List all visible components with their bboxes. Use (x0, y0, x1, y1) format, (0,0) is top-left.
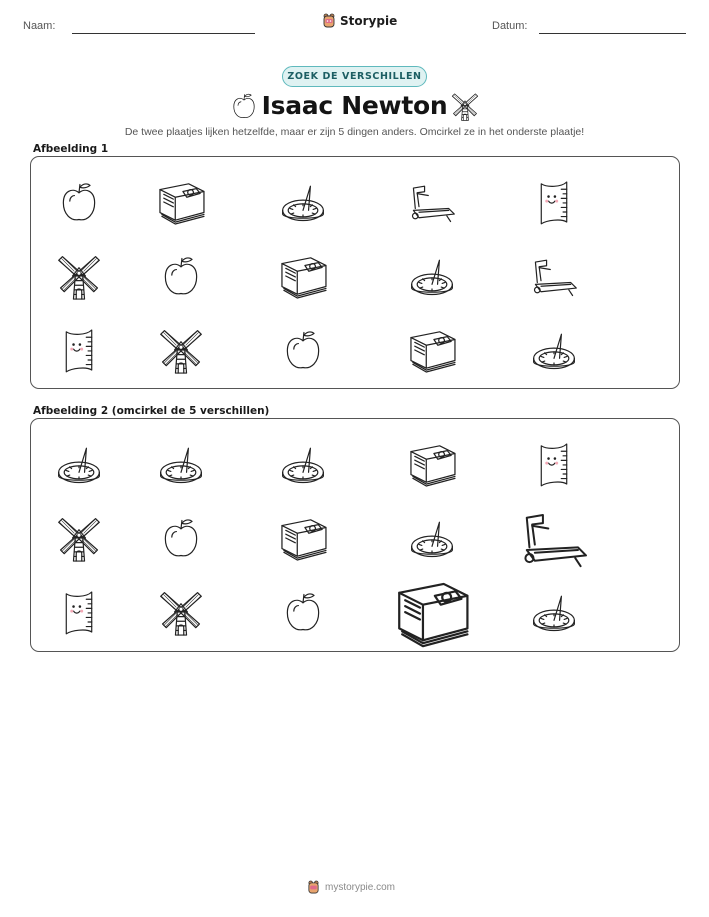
ruler-picture-icon[interactable] (506, 431, 602, 497)
apple-picture-icon (31, 169, 127, 235)
sundial-picture-icon[interactable] (384, 505, 480, 571)
sundial-picture-icon[interactable] (506, 579, 602, 645)
sundial-picture-icon (384, 243, 480, 309)
footer-site: mystorypie.com (325, 882, 396, 893)
instruction-text: De twee plaatjes lijken hetzelfde, maar er zijn 5 dingen anders. Omcirkel ze in het onderste plaatje! (124, 126, 585, 138)
picture1-label: Afbeelding 1 (33, 143, 109, 155)
ruler-picture-icon (31, 317, 127, 383)
treadmill-picture-icon (506, 243, 602, 309)
name-label: Naam: (23, 20, 56, 32)
book-picture-icon (133, 169, 229, 235)
page-title: Isaac Newton (261, 91, 448, 120)
book-picture-icon[interactable] (384, 579, 480, 645)
title-windmill-icon (450, 90, 480, 127)
ruler-picture-icon[interactable] (31, 579, 127, 645)
picture1-panel (30, 156, 680, 389)
picture2-label: Afbeelding 2 (omcirkel de 5 verschillen) (33, 405, 270, 417)
apple-picture-icon[interactable] (255, 579, 351, 645)
storypie-mascot-icon (307, 880, 320, 895)
windmill-picture-icon[interactable] (133, 579, 229, 645)
apple-picture-icon (255, 317, 351, 383)
book-picture-icon (384, 317, 480, 383)
storypie-logo (322, 13, 397, 29)
windmill-picture-icon[interactable] (31, 505, 127, 571)
sundial-picture-icon (255, 169, 351, 235)
name-field[interactable] (72, 33, 255, 34)
sundial-picture-icon[interactable] (31, 431, 127, 497)
book-picture-icon[interactable] (255, 505, 351, 571)
picture2-panel[interactable] (30, 418, 680, 652)
activity-badge: ZOEK DE VERSCHILLEN (282, 66, 427, 87)
brand-name: Storypie (340, 14, 398, 28)
date-label: Datum: (492, 20, 528, 32)
apple-picture-icon[interactable] (133, 505, 229, 571)
apple-picture-icon (133, 243, 229, 309)
storypie-mascot-icon (322, 13, 336, 29)
book-picture-icon[interactable] (384, 431, 480, 497)
book-picture-icon (255, 243, 351, 309)
windmill-picture-icon (31, 243, 127, 309)
sundial-picture-icon (506, 317, 602, 383)
sundial-picture-icon[interactable] (255, 431, 351, 497)
ruler-picture-icon (506, 169, 602, 235)
date-field[interactable] (539, 33, 686, 34)
title-apple-icon (229, 91, 259, 126)
windmill-picture-icon (133, 317, 229, 383)
sundial-picture-icon[interactable] (133, 431, 229, 497)
treadmill-picture-icon[interactable] (506, 505, 602, 571)
footer (307, 880, 395, 895)
treadmill-picture-icon (384, 169, 480, 235)
